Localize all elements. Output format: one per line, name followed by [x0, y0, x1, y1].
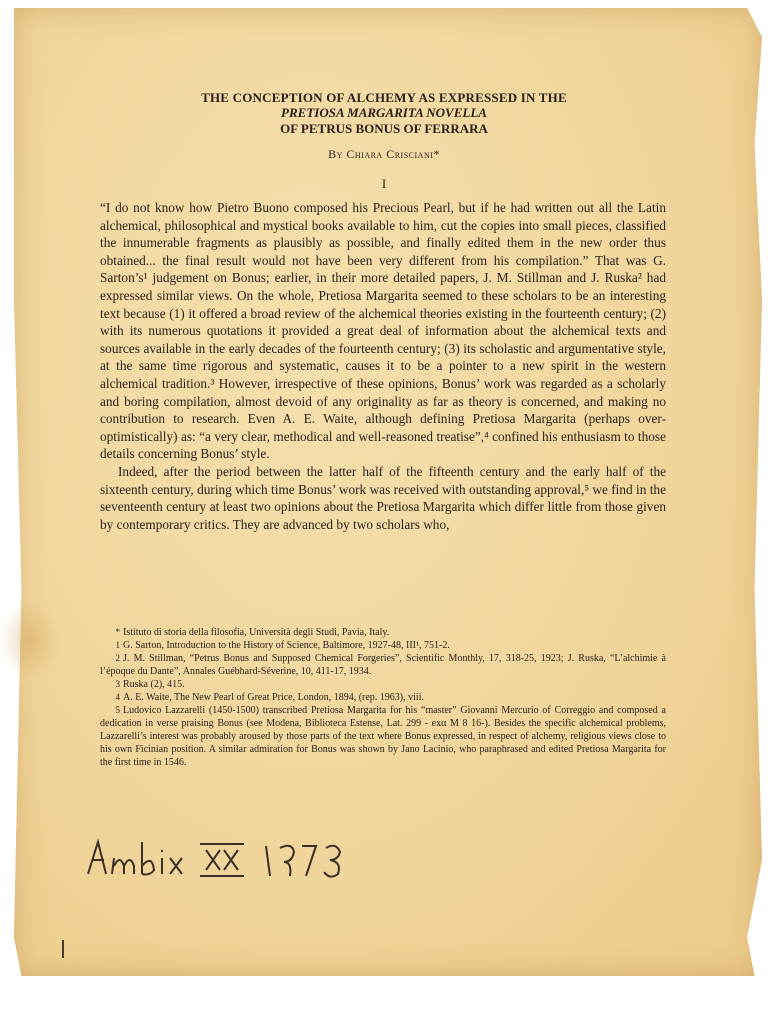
footnote-text: Istituto di storia della filosofia, Università degli Studi, Pavia, Italy.	[123, 627, 390, 638]
footnote	[100, 639, 666, 652]
footnote-text: A. E. Waite, The New Pearl of Great Price, London, 1894, (rep. 1963), viii.	[123, 692, 424, 703]
footnote	[100, 691, 666, 704]
footnote-text: G. Sarton, Introduction to the History of Science, Baltimore, 1927-48, III¹, 751-2.	[123, 640, 450, 651]
footnote	[100, 704, 666, 769]
footnote-text: Ruska (2), 415.	[123, 679, 185, 690]
handwritten-annotation	[80, 830, 380, 890]
footnote-mark: 4	[115, 692, 120, 702]
paragraph-1: “I do not know how Pietro Buono composed his Precious Pearl, but if he had written out all the Latin alchemical, philosophical and mystical books available to him, cut the copies into small pieces, classified the innumerable fragments as plausibly as possible, and finally edited them in the new order thus obtained... the final result would not have been very different from his compilation.” That was G. Sarton’s¹ judgement on Bonus; earlier, in their more detailed papers, J. M. Stillman and J. Ruska² had expressed similar views. On the whole, Pretiosa Margarita seemed to these scholars to be an interesting text because (1) it offered a broad review of the alchemical theories existing in the fourteenth century; (2) with its numerous quotations it provided a great deal of information about the alchemical texts and sources available in the early decades of the fourteenth century; (3) its scholastic and argumentative style, at the same time rigorous and systematic, causes it to be a pointer to a new spirit in the western alchemical tradition.³ However, irrespective of these opinions, Bonus’ work was regarded as a scholarly and boring compilation, almost devoid of any originality as far as theory is concerned, and making no contribution to research. Even A. E. Waite, although defining Pretiosa Margarita (perhaps over-optimistically) as: “a very clear, methodical and well-reasoned treatise”,⁴ confined his enthusiasm to those details concerning Bonus’ style.	[100, 200, 666, 462]
footnote-mark: 3	[115, 679, 120, 689]
footnote	[100, 678, 666, 691]
footnote-mark: 5	[115, 705, 120, 715]
paper-stain	[0, 600, 60, 680]
footnote	[100, 626, 666, 639]
article-body	[100, 199, 666, 533]
footnote-text: Ludovico Lazzarelli (1450-1500) transcribed Pretiosa Margarita for his “master” Giovanni Mercurio of Correggio and composed a dedication in verse praising Bonus (see Modena, Biblioteca Estense, Lat. 299 - exα M 8 16-). Besides the specific alchemical problems, Lazzarelli’s interest was probably aroused by those parts of the text where Bonus expressed, in respect of alchemy, religious views close to his own Ficinian position. A similar admiration for Bonus was shown by Jano Lacinio, who paraphrased and edited Pretiosa Margarita for the first time in 1546.	[100, 705, 666, 768]
footnote-text: J. M. Stillman, “Petrus Bonus and Supposed Chemical Forgeries”, Scientific Monthly, 17, 318-25, 1923; J. Ruska, “L’alchimie à l’époque du Dante”, Annales Guébhard-Séverine, 10, 411-17, 1934.	[100, 653, 666, 677]
footnote-mark: 2	[115, 653, 120, 663]
title-line-1: THE CONCEPTION OF ALCHEMY AS EXPRESSED IN THE	[201, 90, 567, 105]
footnotes	[100, 626, 666, 769]
margin-pencil-mark	[62, 940, 64, 958]
footnote	[100, 652, 666, 678]
paragraph-2: Indeed, after the period between the latter half of the fifteenth century and the early half of the sixteenth century, during which time Bonus’ work was received with outstanding approval,⁵ we find in the seventeenth century at least two opinions about the Pretiosa Margarita which differ little from those given by contemporary critics. They are advanced by two scholars who,	[100, 463, 666, 532]
author-byline: By Chiara Crisciani*	[328, 147, 440, 161]
section-number: I	[381, 176, 387, 191]
title-line-3: OF PETRUS BONUS OF FERRARA	[280, 121, 488, 136]
footnote-mark: 1	[115, 640, 120, 650]
footnote-mark: *	[115, 627, 120, 637]
title-line-2: PRETIOSA MARGARITA NOVELLA	[281, 105, 487, 120]
